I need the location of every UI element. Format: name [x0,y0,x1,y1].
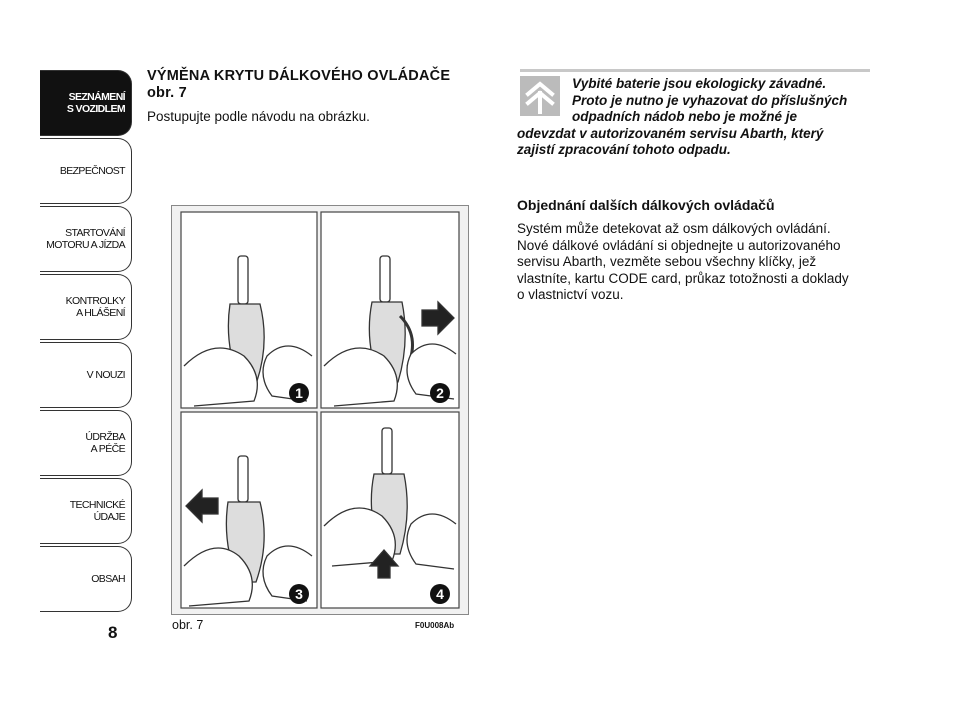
tab-seznameni[interactable] [40,70,132,136]
para-line: Nové dálkové ovládání si objednejte u autorizovaného [517,237,841,253]
figure-caption: obr. 7 [172,618,204,632]
tab-udrzba[interactable] [40,410,132,476]
tab-label: OBSAH [91,573,125,585]
title-figure-ref: obr. 7 [147,85,187,101]
tab-label: ÚDRŽBA A PÉČE [85,431,125,455]
note-line: odpadních nádob nebo je možné je [572,109,798,125]
tab-technicke-udaje[interactable] [40,478,132,544]
environment-note [517,76,872,159]
para-line: servisu Abarth, vezměte sebou všechny klíčky, jež [517,254,817,270]
intro-text: Postupujte podle návodu na obrázku. [147,109,370,124]
tab-startovani[interactable] [40,206,132,272]
title-line: VÝMĚNA KRYTU DÁLKOVÉHO OVLÁDAČE [147,68,451,84]
tab-kontrolky[interactable] [40,274,132,340]
para-line: vlastníte, kartu CODE card, průkaz totožnosti a doklady [517,270,849,286]
step-number: 1 [295,385,303,401]
step-1-badge [289,383,309,403]
tab-label: TECHNICKÉ ÚDAJE [69,499,125,523]
chapter-tabs [40,70,134,616]
illustration [172,206,468,614]
figure-code: F0U008Ab [415,621,455,630]
order-paragraph [517,221,877,304]
tab-label: STARTOVÁNÍ MOTORU A JÍZDA [46,227,125,251]
note-line: odevzdat v autorizovaném servisu Abarth, který [517,125,824,141]
step-3-badge [289,584,309,604]
figure-key-cover-replacement [171,205,469,615]
note-line: Proto je nutno je vyhazovat do příslušných [572,92,848,108]
section-title [147,68,450,102]
step-number: 4 [436,586,444,602]
page-number: 8 [108,623,118,642]
tab-label: V NOUZI [86,369,125,381]
tab-obsah[interactable] [40,546,132,612]
note-line: Vybité baterie jsou ekologicky závadné. [572,76,827,91]
note-line: zajistí zpracování tohoto odpadu. [517,142,731,158]
para-line: o vlastnictví vozu. [517,287,624,303]
step-2-badge [430,383,450,403]
tab-bezpecnost[interactable] [40,138,132,204]
order-heading: Objednání dalších dálkových ovládačů [517,197,775,213]
para-line: Systém může detekovat až osm dálkových ovládání. [517,221,831,236]
step-4-badge [430,584,450,604]
tab-label: KONTROLKY A HLÁŠENÍ [65,295,125,319]
tab-label: SEZNÁMENÍ S VOZIDLEM [66,91,125,115]
note-divider [520,69,870,72]
tab-label: BEZPEČNOST [59,165,125,177]
step-number: 2 [436,385,444,401]
tab-v-nouzi[interactable] [40,342,132,408]
step-number: 3 [295,586,303,602]
